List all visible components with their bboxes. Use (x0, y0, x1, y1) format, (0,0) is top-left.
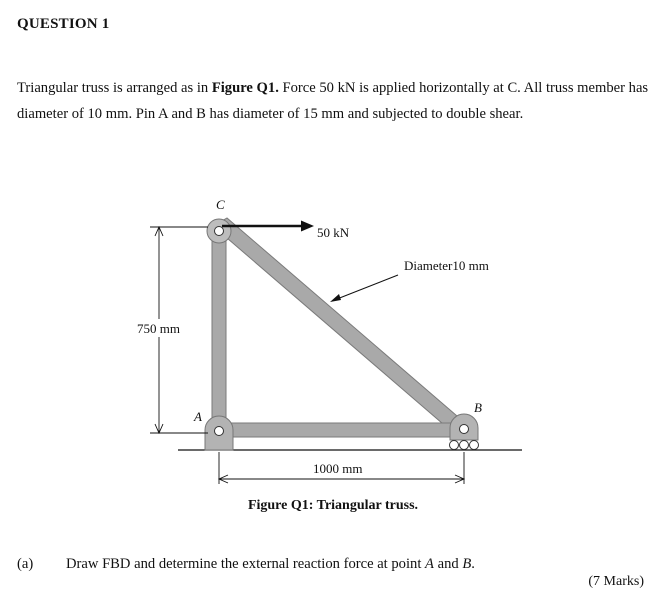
part-a-label: (a) (17, 556, 34, 572)
diameter-leader (337, 275, 398, 299)
question-intro (17, 75, 652, 127)
marks-label: (7 Marks) (588, 574, 644, 589)
force-arrowhead (301, 221, 314, 232)
part-a-and: and (433, 556, 463, 572)
label-b: B (474, 400, 482, 415)
width-label: 1000 mm (313, 461, 363, 476)
pin-a (215, 427, 224, 436)
intro-text-end: Force 50 kN is applied horizontally at C. All truss member has diameter of 10 mm. Pin A and B has diameter of 15 mm and subjected to double shear. (17, 80, 649, 122)
horizontal-member (226, 423, 462, 437)
joint-c-pin (215, 227, 224, 236)
diameter-leader-arrowhead (330, 294, 341, 302)
height-label: 750 mm (137, 321, 180, 336)
truss-figure (0, 190, 666, 500)
diagonal-member (213, 218, 471, 436)
figure-reference: Figure Q1. (211, 80, 279, 96)
figure-caption: Figure Q1: Triangular truss. (247, 498, 419, 513)
part-a-point-a: A (425, 556, 434, 572)
pin-b (460, 425, 469, 434)
part-a-point-b: B (462, 556, 472, 572)
intro-text-start: Triangular truss is arranged as in (17, 80, 212, 96)
roller-b-1 (450, 441, 459, 450)
diameter-label: Diameter10 mm (404, 258, 489, 273)
part-a-prefix: Draw FBD and determine the external reaction force at point (66, 556, 426, 572)
part-a-end: . (471, 556, 475, 572)
vertical-member (212, 228, 226, 432)
question-title: QUESTION 1 (17, 16, 110, 32)
roller-b-2 (460, 441, 469, 450)
label-a: A (194, 409, 202, 424)
force-label: 50 kN (317, 225, 350, 240)
roller-b-3 (470, 441, 479, 450)
part-a-text (66, 556, 475, 573)
label-c: C (216, 197, 225, 212)
